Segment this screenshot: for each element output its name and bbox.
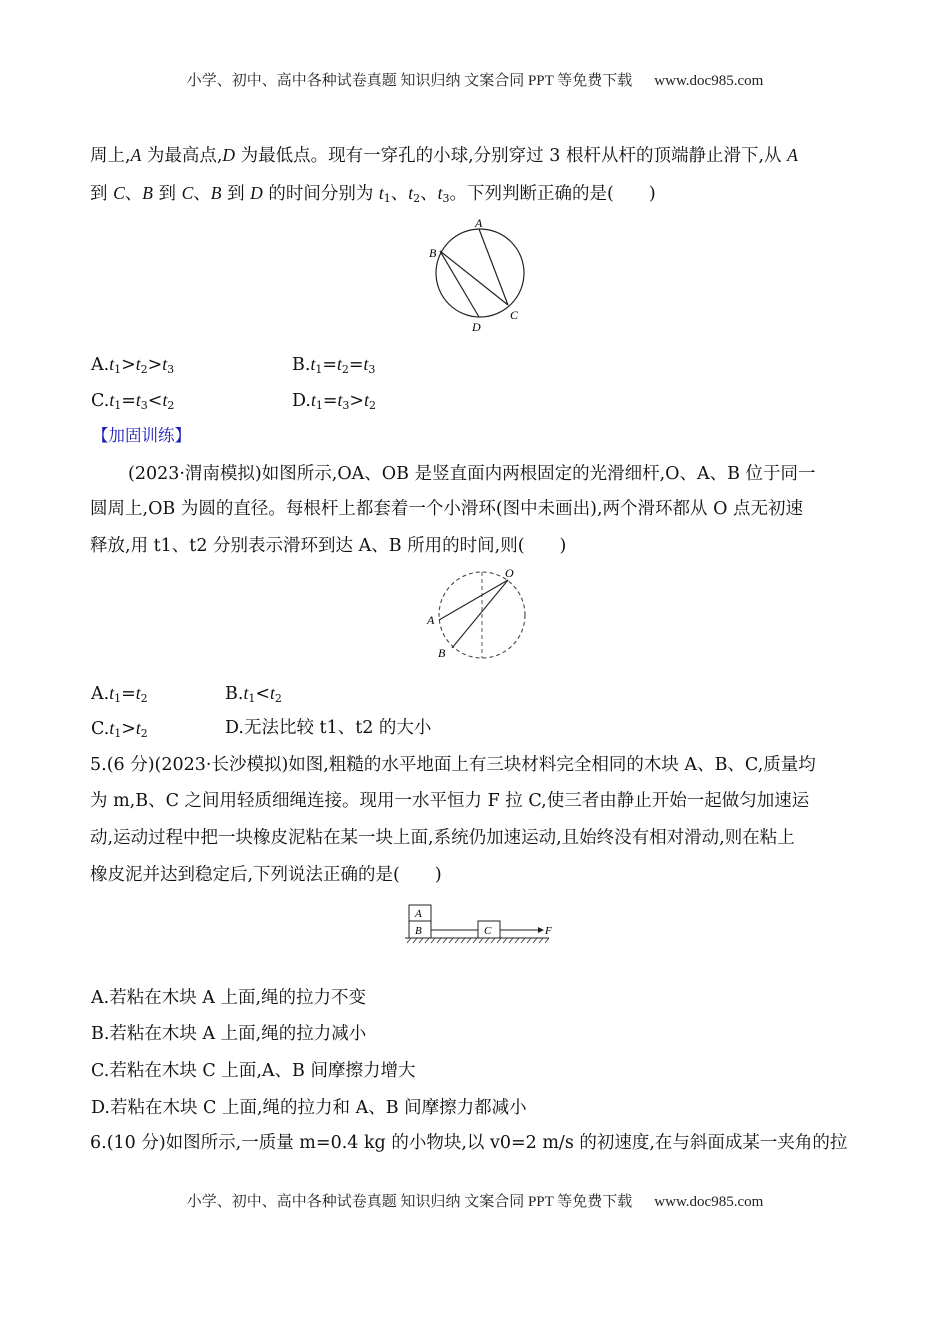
circle-chord-figure bbox=[425, 215, 545, 335]
svg-text:D: D bbox=[472, 320, 481, 334]
q4-option-d[interactable]: $D.t_1=t_3>t_2$ bbox=[292, 390, 376, 412]
svg-text:A: A bbox=[427, 613, 435, 627]
q5-option-d[interactable]: D.若粘在木块 C 上面,绳的拉力和 A、B 间摩擦力都减小 bbox=[91, 1098, 527, 1118]
header-text: 小学、初中、高中各种试卷真题 知识归纳 文案合同 PPT 等免费下载 bbox=[186, 73, 633, 89]
svg-text:A: A bbox=[475, 216, 483, 230]
q5-line-4: 橡皮泥并达到稳定后,下列说法正确的是( ) bbox=[90, 865, 442, 885]
q4-option-c[interactable]: $C.t_1=t_3<t_2$ bbox=[91, 390, 175, 412]
section-title: 【加固训练】 bbox=[92, 426, 191, 445]
dashed-circle-figure bbox=[420, 565, 540, 665]
practice-option-b[interactable]: $B.t_1<t_2$ bbox=[225, 683, 282, 705]
svg-text:O: O bbox=[505, 566, 514, 580]
q5-option-c[interactable]: C.若粘在木块 C 上面,A、B 间摩擦力增大 bbox=[91, 1061, 416, 1081]
practice-line-3: 释放,用 t1、t2 分别表示滑环到达 A、B 所用的时间,则( ) bbox=[90, 536, 567, 556]
footer-site: www.doc985.com bbox=[654, 1194, 764, 1210]
q5-option-a[interactable]: A.若粘在木块 A 上面,绳的拉力不变 bbox=[91, 988, 367, 1008]
svg-text:B: B bbox=[415, 925, 422, 937]
q5-line-1: 5.(6 分)(2023·长沙模拟)如图,粗糙的水平地面上有三块材料完全相同的木块 A、B、C,质量均 bbox=[90, 755, 816, 775]
svg-text:C: C bbox=[510, 308, 519, 322]
q4-option-b[interactable]: $B.t_1=t_2=t_3$ bbox=[292, 354, 376, 376]
q5-line-3: 动,运动过程中把一块橡皮泥粘在某一块上面,系统仍加速运动,且始终没有相对滑动,则在粘上 bbox=[90, 828, 795, 848]
page-footer bbox=[0, 1190, 950, 1211]
practice-option-a[interactable]: $A.t_1=t_2$ bbox=[91, 683, 148, 705]
svg-text:A: A bbox=[415, 908, 422, 920]
q5-option-b[interactable]: B.若粘在木块 A 上面,绳的拉力减小 bbox=[91, 1024, 367, 1044]
svg-text:B: B bbox=[429, 246, 437, 260]
q4-option-a[interactable]: $A.t_1>t_2>t_3$ bbox=[91, 354, 175, 376]
q4-line-2: 到 C、B 到 C、B 到 D 的时间分别为 $t_1$、$t_2$、$t_3$。下列判断正确的是( ) bbox=[90, 183, 656, 205]
practice-option-d[interactable]: D.无法比较 t1、t2 的大小 bbox=[225, 718, 432, 738]
footer-text: 小学、初中、高中各种试卷真题 知识归纳 文案合同 PPT 等免费下载 bbox=[186, 1194, 633, 1210]
blocks-figure bbox=[403, 903, 563, 948]
page-header bbox=[0, 69, 950, 90]
practice-line-2: 圆周上,OB 为圆的直径。每根杆上都套着一个小滑环(图中未画出),两个滑环都从 O 点无初速 bbox=[90, 499, 804, 519]
header-site: www.doc985.com bbox=[654, 73, 764, 89]
q4-line-1: 周上,A 为最高点,D 为最低点。现有一穿孔的小球,分别穿过 3 根杆从杆的顶端静止滑下,从 A bbox=[90, 145, 798, 166]
svg-text:F: F bbox=[545, 925, 552, 937]
practice-line-1: (2023·渭南模拟)如图所示,OA、OB 是竖直面内两根固定的光滑细杆,O、A、B 位于同一 bbox=[128, 464, 816, 484]
q5-line-2: 为 m,B、C 之间用轻质细绳连接。现用一水平恒力 F 拉 C,使三者由静止开始一起做匀加速运 bbox=[90, 791, 810, 811]
q6-line-1: 6.(10 分)如图所示,一质量 m=0.4 kg 的小物块,以 v0=2 m/s 的初速度,在与斜面成某一夹角的拉 bbox=[90, 1133, 848, 1153]
practice-option-c[interactable]: $C.t_1>t_2$ bbox=[91, 718, 148, 740]
svg-text:B: B bbox=[438, 646, 446, 660]
svg-text:C: C bbox=[484, 925, 492, 937]
